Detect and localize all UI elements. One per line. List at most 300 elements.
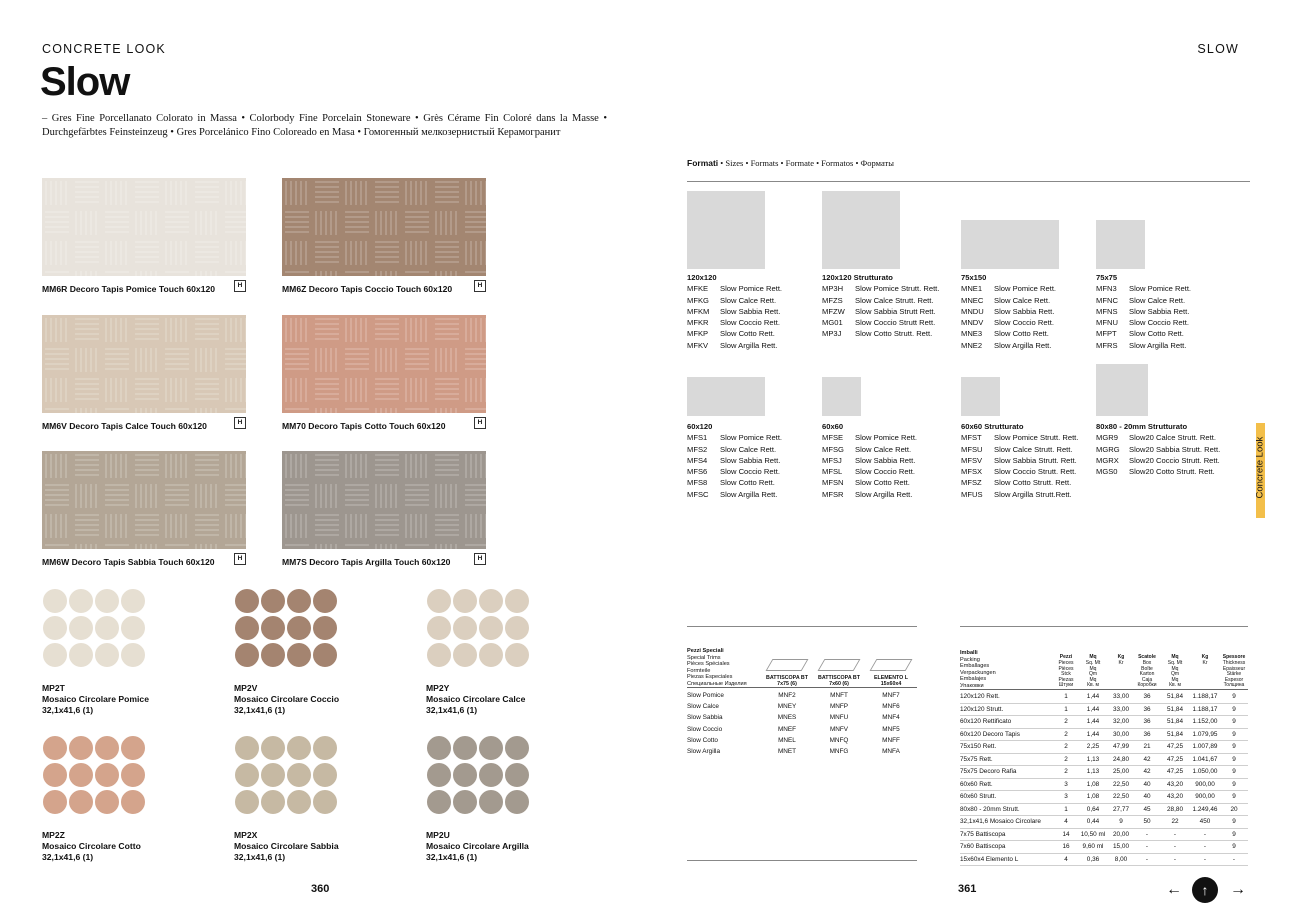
format-name: Slow Calce Rett.: [1129, 295, 1186, 305]
format-item: [687, 317, 782, 328]
packing-value: 2: [1064, 730, 1068, 738]
format-name: Slow Pomice Strutt. Rett.: [855, 284, 940, 294]
mosaic-circle-image: [426, 588, 546, 674]
format-name: Slow Calce Strutt. Rett.: [994, 444, 1073, 454]
trim-color-name: Slow Pomice: [687, 692, 724, 700]
format-item: [822, 306, 939, 317]
packing-row: [960, 766, 1248, 779]
packing-value: 2: [1064, 718, 1068, 726]
packing-value: 9: [1232, 768, 1236, 776]
special-trims-row: [687, 690, 917, 701]
packing-value: 2: [1064, 743, 1068, 751]
format-code: MFKM: [687, 306, 710, 316]
heavy-traffic-badge: H: [234, 280, 246, 292]
packing-value: 22,50: [1113, 780, 1129, 788]
special-trim-column: [813, 659, 865, 687]
trim-code: MNF5: [882, 725, 900, 733]
format-group: [961, 272, 1056, 351]
mosaic-name: Mosaico Circolare Calce: [426, 694, 526, 704]
format-code: MNEC: [961, 295, 984, 305]
packing-value: 42: [1143, 768, 1151, 776]
packing-top-rule: [960, 626, 1248, 627]
packing-value: 4: [1064, 818, 1068, 826]
packing-value: 0,64: [1086, 805, 1100, 813]
mosaic-size: 32,1x41,6 (1): [426, 852, 478, 862]
formats-rule: [687, 181, 1250, 182]
special-trims-row: [687, 712, 917, 723]
format-name: Slow20 Cotto Strutt. Rett.: [1129, 467, 1215, 477]
format-code: MFZW: [822, 306, 845, 316]
format-item: [822, 466, 917, 477]
packing-value: 8,00: [1114, 855, 1128, 863]
packing-value: 9: [1232, 718, 1236, 726]
mosaic-code: MP2Y: [426, 683, 450, 693]
packing-value: 33,00: [1113, 693, 1129, 701]
packing-format: 120x120 Rett.: [960, 693, 1000, 701]
format-code: MFNS: [1096, 306, 1118, 316]
format-name: Slow Pomice Rett.: [720, 433, 783, 443]
packing-value: 50: [1143, 818, 1151, 826]
packing-row: [960, 753, 1248, 766]
format-code: MGRX: [1096, 455, 1119, 465]
format-name: Slow Pomice Rett.: [720, 284, 783, 294]
format-name: Slow Coccio Rett.: [720, 467, 780, 477]
format-group: [1096, 272, 1191, 351]
format-name: Slow Pomice Rett.: [1129, 284, 1192, 294]
packing-value: 47,25: [1167, 755, 1183, 763]
mosaic-name: Mosaico Circolare Argilla: [426, 841, 529, 851]
format-item: [1096, 340, 1191, 351]
decor-tile-caption: MM6V Decoro Tapis Calce Touch 60x120: [42, 421, 207, 431]
format-code: MFSZ: [961, 478, 982, 488]
packing-value: 9: [1232, 843, 1236, 851]
packing-value: 9: [1232, 818, 1236, 826]
format-group: [822, 272, 939, 340]
format-name: Slow Cotto Strutt. Rett.: [855, 329, 933, 339]
format-code: MP3H: [822, 284, 844, 294]
format-item: [687, 477, 782, 488]
trim-code: MNES: [777, 714, 797, 722]
format-item: [687, 444, 782, 455]
trim-code: MNFV: [829, 725, 849, 733]
format-code: MFRS: [1096, 340, 1118, 350]
section-side-label: Concrete Look: [1254, 436, 1266, 499]
trim-code: MNF7: [882, 692, 900, 700]
trim-color-name: Slow Calce: [687, 703, 719, 711]
packing-format: 75x75 Decoro Rafia: [960, 768, 1017, 776]
trim-profile-icon: [766, 659, 809, 671]
format-name: Slow Calce Rett.: [855, 444, 912, 454]
packing-value: 14: [1062, 830, 1070, 838]
packing-value: 9: [1232, 705, 1236, 713]
packing-column-label: Кв. м: [1087, 682, 1099, 689]
format-name: Slow20 Calce Strutt. Rett.: [1129, 433, 1216, 443]
packing-column-header: [1108, 655, 1134, 689]
packing-column-label: Stärke: [1226, 671, 1242, 678]
packing-value: 20: [1230, 805, 1238, 813]
packing-value: 1.050,00: [1192, 768, 1218, 776]
format-name: Slow Coccio Strutt Rett.: [855, 318, 936, 328]
format-code: MNE1: [961, 284, 983, 294]
packing-column-label: Qm: [1170, 671, 1180, 678]
packing-row: [960, 691, 1248, 703]
trim-column-name: BATTISCOPA BT: [766, 675, 808, 681]
packing-column-label: Qm: [1088, 671, 1098, 678]
trim-profile-icon: [818, 659, 861, 671]
packing-row: [960, 728, 1248, 741]
trim-color-name: Slow Argilla: [687, 748, 721, 756]
packing-value: 24,80: [1113, 755, 1129, 763]
format-item: [961, 455, 1078, 466]
packing-column-label: Kg: [1201, 654, 1209, 661]
decor-tile-caption: MM6R Decoro Tapis Pomice Touch 60x120: [42, 284, 216, 294]
packing-column-label: Karton: [1139, 671, 1155, 678]
packing-value: 1.152,00: [1192, 718, 1218, 726]
packing-value: 40: [1143, 793, 1151, 801]
packing-value: 9: [1232, 755, 1236, 763]
format-item: [1096, 283, 1191, 294]
packing-value: 28,80: [1167, 805, 1183, 813]
format-code: MFN3: [1096, 284, 1117, 294]
packing-body: [960, 691, 1248, 866]
mosaic-size: 32,1x41,6 (1): [234, 705, 286, 715]
format-item: [822, 455, 917, 466]
format-code: MFS4: [687, 455, 708, 465]
packing-column-label: Espesor: [1224, 676, 1244, 683]
mosaic-code: MP2Z: [42, 830, 65, 840]
packing-value: 51,84: [1167, 693, 1183, 701]
special-trims-title-line: Специальные Изделия: [687, 680, 747, 687]
format-item: [961, 466, 1078, 477]
packing-value: 47,25: [1167, 768, 1183, 776]
format-swatch: [961, 220, 1059, 269]
packing-value: 43,20: [1167, 793, 1183, 801]
format-group: [822, 421, 917, 500]
packing-header: [960, 633, 1248, 690]
format-code: MGR9: [1096, 433, 1118, 443]
trim-column-name: BATTISCOPA BT: [818, 675, 860, 681]
format-swatch: [1096, 220, 1145, 269]
packing-format: 120x120 Strutt.: [960, 705, 1004, 713]
special-trims-row: [687, 746, 917, 757]
decor-tile-caption: MM6Z Decoro Tapis Coccio Touch 60x120: [282, 284, 453, 294]
decor-tile-caption: MM6W Decoro Tapis Sabbia Touch 60x120: [42, 557, 215, 567]
packing-value: 1: [1064, 693, 1068, 701]
packing-value: 9,60 ml: [1082, 843, 1104, 851]
packing-value: 9: [1232, 780, 1236, 788]
heavy-traffic-badge: H: [234, 553, 246, 565]
format-name: Slow Sabbia Strutt Rett.: [855, 306, 936, 316]
format-size-title: 60x60 Strutturato: [961, 422, 1024, 431]
packing-column-label: Sq. Mt: [1085, 660, 1101, 667]
format-item: [687, 340, 782, 351]
packing-value: 1: [1064, 805, 1068, 813]
packing-value: 10,50 ml: [1080, 830, 1106, 838]
format-code: MFSL: [822, 467, 843, 477]
format-swatch: [1096, 364, 1148, 416]
packing-column-label: Box: [1142, 660, 1152, 667]
format-code: MFKP: [687, 329, 709, 339]
format-size-title: 80x80 - 20mm Strutturato: [1096, 422, 1188, 431]
packing-row: [960, 716, 1248, 729]
packing-value: 1,44: [1086, 730, 1100, 738]
packing-value: 3: [1064, 780, 1068, 788]
special-trims-title-line: Pièces Spéciales: [687, 661, 730, 667]
format-name: Slow Coccio Rett.: [1129, 318, 1189, 328]
packing-value: 9: [1232, 743, 1236, 751]
mosaic-circle-image: [234, 588, 354, 674]
packing-value: 4: [1064, 855, 1068, 863]
packing-column-header: [1190, 655, 1220, 689]
trim-column-size: 15x60x4: [880, 681, 902, 687]
packing-value: 47,25: [1167, 743, 1183, 751]
packing-value: 25,00: [1113, 768, 1129, 776]
format-code: MFKV: [687, 340, 709, 350]
special-trim-column: [865, 659, 917, 687]
packing-format: 7x75 Battiscopa: [960, 830, 1006, 838]
format-swatch: [822, 191, 900, 269]
mosaic-code: MP2X: [234, 830, 258, 840]
packing-value: 9: [1232, 693, 1236, 701]
special-trims-title-line: Special Trims: [687, 654, 721, 661]
format-code: MNDV: [961, 318, 984, 328]
packing-column-label: Boîte: [1141, 665, 1153, 672]
format-code: MFSV: [961, 455, 983, 465]
packing-value: 1,44: [1086, 693, 1100, 701]
packing-title-line: Emballages: [960, 663, 990, 669]
format-item: [1096, 317, 1191, 328]
series-header: SLOW: [1197, 42, 1239, 56]
format-size-title: 60x60: [822, 422, 844, 431]
format-name: Slow Cotto Strutt. Rett.: [994, 478, 1072, 488]
format-item: [687, 455, 782, 466]
packing-value: 9: [1232, 730, 1236, 738]
packing-value: 1.007,89: [1192, 743, 1218, 751]
format-item: [822, 283, 939, 294]
packing-value: 1,08: [1086, 780, 1100, 788]
format-name: Slow Coccio Rett.: [855, 467, 915, 477]
decor-tile-image: [282, 315, 486, 413]
packing-value: 900,00: [1195, 780, 1215, 788]
formats-translations: • Sizes • Formats • Formate • Formatos • Форматы: [718, 158, 894, 168]
format-name: Slow20 Sabbia Strutt. Rett.: [1129, 444, 1221, 454]
packing-value: 22,50: [1113, 793, 1129, 801]
next-page-button[interactable]: →: [1230, 881, 1246, 898]
format-name: Slow Argilla Strutt.Rett.: [994, 489, 1072, 499]
packing-value: 42: [1143, 755, 1151, 763]
format-size-title: 60x120: [687, 422, 713, 431]
packing-value: 36: [1143, 693, 1151, 701]
format-code: MNE2: [961, 340, 983, 350]
packing-column-label: Kr: [1118, 660, 1124, 667]
trim-code: MNFF: [882, 736, 900, 744]
mosaic-circle-image: [426, 735, 546, 821]
format-name: Slow Calce Rett.: [994, 295, 1051, 305]
format-code: MFSX: [961, 467, 983, 477]
packing-format: 32,1x41,6 Mosaico Circolare: [960, 818, 1041, 826]
packing-value: 2,25: [1086, 743, 1100, 751]
format-code: MFNC: [1096, 295, 1118, 305]
packing-row: [960, 791, 1248, 804]
packing-column-label: Thickness: [1222, 660, 1246, 667]
packing-column-label: Kg: [1117, 654, 1125, 661]
packing-table: [960, 633, 1248, 866]
format-swatch: [961, 377, 1000, 416]
packing-value: 1,13: [1086, 768, 1100, 776]
prev-page-button[interactable]: ←: [1166, 881, 1182, 898]
decor-tile-image: [42, 178, 246, 276]
packing-value: 1.079,95: [1192, 730, 1218, 738]
format-code: MFSG: [822, 444, 844, 454]
packing-column-label: Mq: [1171, 665, 1179, 672]
format-item: [1096, 306, 1191, 317]
packing-value: 1,44: [1086, 705, 1100, 713]
packing-column-label: Кв. м: [1169, 682, 1181, 689]
special-trims-title-line: Pezzi Speciali: [687, 648, 724, 654]
packing-value: 1.041,67: [1192, 755, 1218, 763]
format-swatch: [687, 191, 765, 269]
packing-value: 0,44: [1086, 818, 1100, 826]
format-item: [687, 295, 782, 306]
format-code: MFST: [961, 433, 982, 443]
packing-column-label: Epaisseur: [1222, 665, 1246, 672]
packing-row: [960, 816, 1248, 829]
packing-value: -: [1173, 855, 1177, 863]
format-size-title: 120x120 Strutturato: [822, 273, 893, 282]
packing-value: 33,00: [1113, 705, 1129, 713]
format-item: [961, 328, 1056, 339]
packing-value: 900,00: [1195, 793, 1215, 801]
format-code: MG01: [822, 318, 843, 328]
packing-row: [960, 803, 1248, 816]
mosaic-name: Mosaico Circolare Sabbia: [234, 841, 339, 851]
format-name: Slow Calce Rett.: [720, 295, 777, 305]
format-group: [961, 421, 1078, 500]
mosaic-circle-image: [42, 588, 162, 674]
tapis-pattern: [42, 451, 246, 549]
packing-title-line: Embalajes: [960, 676, 987, 682]
packing-value: 47,99: [1113, 743, 1129, 751]
trim-code: MNET: [777, 748, 797, 756]
format-item: [822, 444, 917, 455]
format-name: Slow Pomice Rett.: [994, 284, 1057, 294]
packing-value: 51,84: [1167, 718, 1183, 726]
heavy-traffic-badge: H: [474, 417, 486, 429]
decor-tile-image: [282, 178, 486, 276]
packing-value: 1,44: [1086, 718, 1100, 726]
format-item: [1096, 295, 1191, 306]
format-swatch: [687, 377, 765, 416]
formats-title: Formati: [687, 158, 719, 168]
format-name: Slow Cotto Rett.: [1129, 329, 1184, 339]
packing-value: -: [1145, 843, 1149, 851]
mosaic-circle-image: [234, 735, 354, 821]
packing-value: 1,08: [1086, 793, 1100, 801]
format-code: MFS6: [687, 467, 708, 477]
packing-value: 36: [1143, 705, 1151, 713]
format-name: Slow Cotto Rett.: [855, 478, 910, 488]
format-item: [961, 283, 1056, 294]
section-kicker: CONCRETE LOOK: [42, 42, 166, 56]
format-name: Slow Calce Rett.: [720, 444, 777, 454]
format-name: Slow Coccio Strutt. Rett.: [994, 467, 1077, 477]
format-name: Slow Pomice Rett.: [855, 433, 918, 443]
packing-row: [960, 828, 1248, 841]
mosaic-size: 32,1x41,6 (1): [426, 705, 478, 715]
packing-value: 9: [1119, 818, 1123, 826]
packing-column-label: Mq: [1089, 676, 1097, 683]
decor-tile-image: [42, 451, 246, 549]
format-item: [961, 317, 1056, 328]
special-trims-title: [687, 648, 761, 687]
packing-value: 32,00: [1113, 718, 1129, 726]
format-size-title: 75x75: [1096, 273, 1118, 282]
trim-code: MNFU: [829, 714, 849, 722]
format-code: MFKR: [687, 318, 709, 328]
format-item: [822, 328, 939, 339]
packing-value: -: [1173, 843, 1177, 851]
decor-tile-image: [282, 451, 486, 549]
page-number-right: 361: [958, 883, 977, 895]
packing-value: 2: [1064, 755, 1068, 763]
scroll-top-button[interactable]: ↑: [1192, 877, 1218, 903]
format-name: Slow Sabbia Rett.: [1129, 306, 1190, 316]
trim-profile-icon: [870, 659, 913, 671]
format-item: [687, 489, 782, 500]
mosaic-size: 32,1x41,6 (1): [234, 852, 286, 862]
format-item: [687, 466, 782, 477]
packing-value: -: [1203, 830, 1207, 838]
packing-value: 51,84: [1167, 730, 1183, 738]
packing-value: 36: [1143, 718, 1151, 726]
format-group: [687, 421, 782, 500]
special-trims-title-line: Formteile: [687, 667, 711, 674]
format-name: Slow Coccio Rett.: [994, 318, 1054, 328]
packing-value: -: [1203, 855, 1207, 863]
trim-color-name: Slow Cotto: [687, 736, 718, 744]
decor-tile-image: [42, 315, 246, 413]
format-item: [1096, 455, 1220, 466]
product-subtitle: – Gres Fine Porcellanato Colorato in Massa • Colorbody Fine Porcelain Stoneware • Grès Cérame Fin Coloré dans la Masse • Durchgefärbtes Feinsteinzeug • Gres Porcelánico Fino Coloreado en Masa • Гомогенный мелкозернистый Керамогранит: [42, 113, 607, 138]
format-item: [822, 489, 917, 500]
trim-code: MNFA: [882, 748, 900, 756]
special-trims-row: [687, 724, 917, 735]
tapis-pattern: [282, 315, 486, 413]
format-item: [822, 432, 917, 443]
packing-column-label: Коробки: [1137, 682, 1157, 689]
special-trims-row: [687, 735, 917, 746]
format-code: MFSN: [822, 478, 844, 488]
packing-column-header: [1134, 655, 1160, 689]
packing-column-label: Sq. Mt: [1167, 660, 1183, 667]
packing-column-label: Mq: [1171, 676, 1179, 683]
trim-color-name: Slow Coccio: [687, 725, 723, 733]
trim-code: MNFQ: [829, 736, 849, 744]
packing-format: 75x150 Rett.: [960, 743, 997, 751]
format-code: MFSJ: [822, 455, 842, 465]
format-name: Slow Sabbia Rett.: [720, 306, 781, 316]
packing-format: 60x120 Rettificato: [960, 718, 1012, 726]
trim-code: MNFG: [829, 748, 849, 756]
packing-value: -: [1173, 830, 1177, 838]
trim-code: MNEF: [777, 725, 797, 733]
packing-value: 36: [1143, 730, 1151, 738]
packing-format: 75x75 Rett.: [960, 755, 993, 763]
packing-column-header: [1220, 655, 1248, 689]
packing-title-line: Упаковки: [960, 682, 984, 689]
special-trim-column: [761, 659, 813, 687]
format-item: [1096, 328, 1191, 339]
